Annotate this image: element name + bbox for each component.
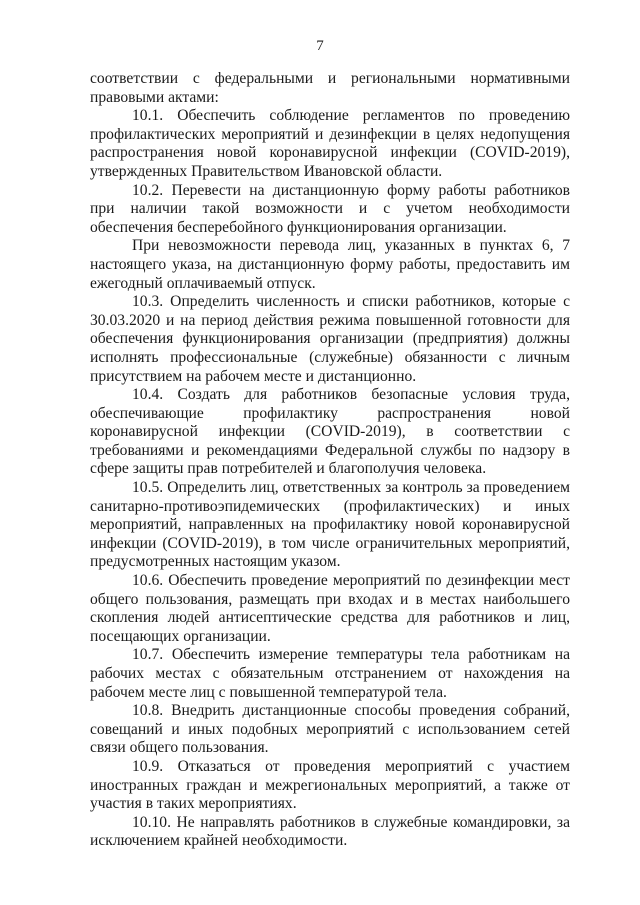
page-number: 7 <box>316 38 324 54</box>
paragraph-10-5: 10.5. Определить лиц, ответственных за контроль за проведением санитарно-противоэпидемических (профилактических) и иных мероприятий, направленных на профилактику новой коронавирусной инфекции (COVID-2019), в том числе ограничительных мероприятий, предусмотренных настоящим указом. <box>90 479 570 571</box>
document-body <box>90 70 570 851</box>
paragraph-intro-continuation: соответствии с федеральными и региональными нормативными правовыми актами: <box>90 70 570 106</box>
paragraph-10-7: 10.7. Обеспечить измерение температуры тела работникам на рабочих местах с обязательным отстранением от нахождения на рабочем месте лиц с повышенной температурой тела. <box>90 646 570 701</box>
paragraph-10-10: 10.10. Не направлять работников в служебные командировки, за исключением крайней необходимости. <box>90 813 570 850</box>
paragraph-10-1: 10.1. Обеспечить соблюдение регламентов по проведению профилактических мероприятий и дезинфекции в целях недопущения распространения новой коронавирусной инфекции (COVID-2019), утвержденных Правительством Ивановской области. <box>90 107 570 180</box>
paragraph-10-8: 10.8. Внедрить дистанционные способы проведения собраний, совещаний и иных подобных мероприятий с использованием сетей связи общего пользования. <box>90 702 570 757</box>
paragraph-10-2: 10.2. Перевести на дистанционную форму работы работников при наличии такой возможности и с учетом необходимости обеспечения бесперебойного функционирования организации. <box>90 181 570 236</box>
paragraph-10-3: 10.3. Определить численность и списки работников, которые с 30.03.2020 и на период действия режима повышенной готовности для обеспечения функционирования организации (предприятия) должны исполнять профессиональные (служебные) обязанности с личным присутствием на рабочем месте и дистанционно. <box>90 293 570 385</box>
paragraph-10-9: 10.9. Отказаться от проведения мероприятий с участием иностранных граждан и межрегиональных мероприятий, а также от участия в таких мероприятиях. <box>90 757 570 813</box>
paragraph-10-6: 10.6. Обеспечить проведение мероприятий по дезинфекции мест общего пользования, размещать при входах и в местах наибольшего скопления людей антисептические средства для работников и лиц, посещающих организации. <box>90 572 570 645</box>
paragraph-10-4: 10.4. Создать для работников безопасные условия труда, обеспечивающие профилактику распространения новой коронавирусной инфекции (COVID-2019), в соответствии с требованиями и рекомендациями Федеральной службы по надзору в сфере защиты прав потребителей и благополучия человека. <box>90 386 570 478</box>
paragraph-10-2-continuation: При невозможности перевода лиц, указанных в пунктах 6, 7 настоящего указа, на дистанционную форму работы, предоставить им ежегодный оплачиваемый отпуск. <box>90 237 570 292</box>
